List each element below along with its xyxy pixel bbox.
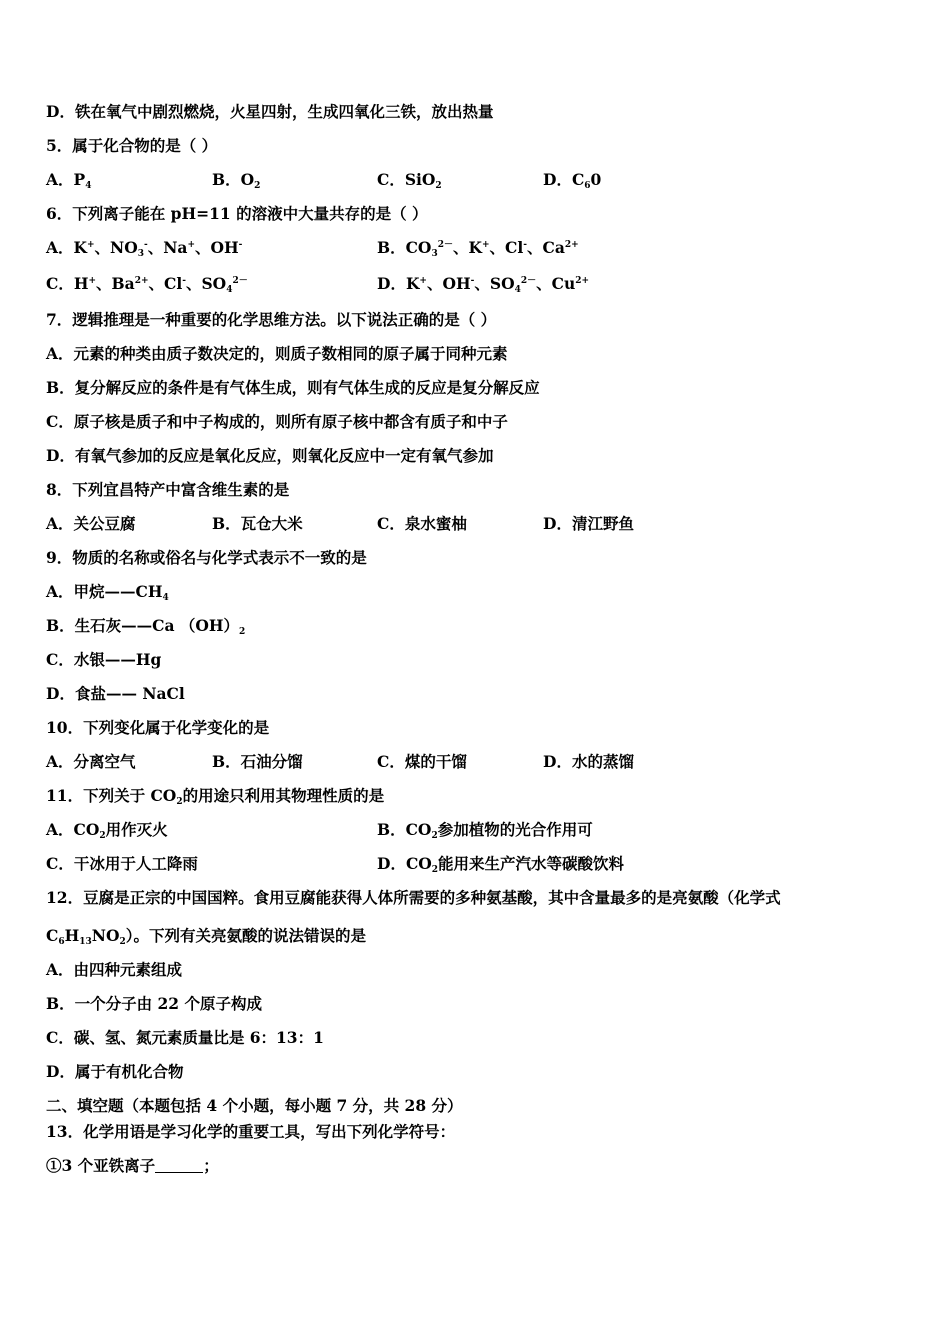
q7-option-b: B．复分解反应的条件是有气体生成，则有气体生成的反应是复分解反应 (46, 378, 540, 397)
q9-option-c: C．水银——Hg (46, 650, 162, 669)
q10-option-b: B．石油分馏 (212, 752, 303, 771)
q5-option-a: A．$P_4$ (46, 170, 92, 191)
q9-stem: 9．物质的名称或俗名与化学式表示不一致的是 (46, 548, 367, 567)
q9-option-a: A．甲烷$——CH_4$ (46, 582, 169, 603)
q11-option-b: B．$CO_2$参加植物的光合作用可 (377, 820, 593, 841)
q5-option-b: B．$O_2$ (212, 170, 261, 191)
q12-stem-line1: 12．豆腐是正宗的中国国粹。食用豆腐能获得人体所需要的多种氨基酸，其中含量最多的是亮氨酸（化学式 (46, 888, 781, 907)
q8-stem: 8．下列宜昌特产中富含维生素的是 (46, 480, 290, 499)
q11-stem: 11．下列关于 $CO_2$的用途只利用其物理性质的是 (46, 786, 385, 807)
q11-option-a: A．$CO_2$用作灭火 (46, 820, 168, 841)
answer-blank[interactable] (155, 1157, 203, 1173)
q11-option-d: D．$CO_2$能用来生产汽水等碳酸饮料 (377, 854, 625, 875)
q9-option-d: D．食盐—— NaCl (46, 684, 185, 703)
q6-option-a: A．K+、$NO_3^-$、Na+、OH- (46, 238, 243, 259)
q8-option-a: A．关公豆腐 (46, 514, 136, 533)
section-heading: 二、填空题（本题包括 4 个小题，每小题 7 分，共 28 分） (46, 1096, 463, 1115)
q12-stem-line2: $C_6H_{13}NO_2$）。下列有关亮氨酸的说法错误的是 (46, 926, 366, 947)
q8-option-d: D．清江野鱼 (543, 514, 634, 533)
q10-option-a: A．分离空气 (46, 752, 136, 771)
q12-option-b: B．一个分子由 22 个原子构成 (46, 994, 262, 1013)
q13-stem: 13．化学用语是学习化学的重要工具，写出下列化学符号： (46, 1122, 456, 1141)
q13-item-1: ①3 个亚铁离子 ； (46, 1156, 219, 1175)
q10-option-d: D．水的蒸馏 (543, 752, 634, 771)
q6-option-b: B．$CO_3^{2-}$、K+、Cl-、$Ca^{2+}$ (377, 238, 579, 259)
q5-stem: 5．属于化合物的是（ ） (46, 136, 218, 155)
q7-option-c: C．原子核是质子和中子构成的，则所有原子核中都含有质子和中子 (46, 412, 508, 431)
q8-option-c: C．泉水蜜柚 (377, 514, 467, 533)
q6-option-d: D．K+、OH-、$SO_4^{2-}$、$Cu^{2+}$ (377, 274, 590, 295)
q10-option-c: C．煤的干馏 (377, 752, 467, 771)
q6-option-c: C．H+、$Ba^{2+}$、Cl-、$SO_4^{2-}$ (46, 274, 248, 295)
q8-option-b: B．瓦仓大米 (212, 514, 303, 533)
q10-stem: 10．下列变化属于化学变化的是 (46, 718, 270, 737)
q9-option-b: B．生石灰——Ca $(OH)_2$ (46, 616, 246, 637)
q5-option-c: C．SiO$_2$ (377, 170, 442, 191)
q6-stem: 6．下列离子能在 pH=11 的溶液中大量共存的是（ ） (46, 204, 428, 223)
q12-option-d: D．属于有机化合物 (46, 1062, 184, 1081)
q4-option-d: D．铁在氧气中剧烈燃烧，火星四射，生成四氧化三铁，放出热量 (46, 102, 494, 121)
q7-option-d: D．有氧气参加的反应是氧化反应，则氧化反应中一定有氧气参加 (46, 446, 494, 465)
q11-option-c: C．干冰用于人工降雨 (46, 854, 198, 873)
q5-option-d: D．$C_60$ (543, 170, 602, 191)
q12-option-c: C．碳、氢、氮元素质量比是 6：13：1 (46, 1028, 324, 1047)
q7-stem: 7．逻辑推理是一种重要的化学思维方法。以下说法正确的是（ ） (46, 310, 497, 329)
q7-option-a: A．元素的种类由质子数决定的，则质子数相同的原子属于同种元素 (46, 344, 508, 363)
q12-option-a: A．由四种元素组成 (46, 960, 183, 979)
